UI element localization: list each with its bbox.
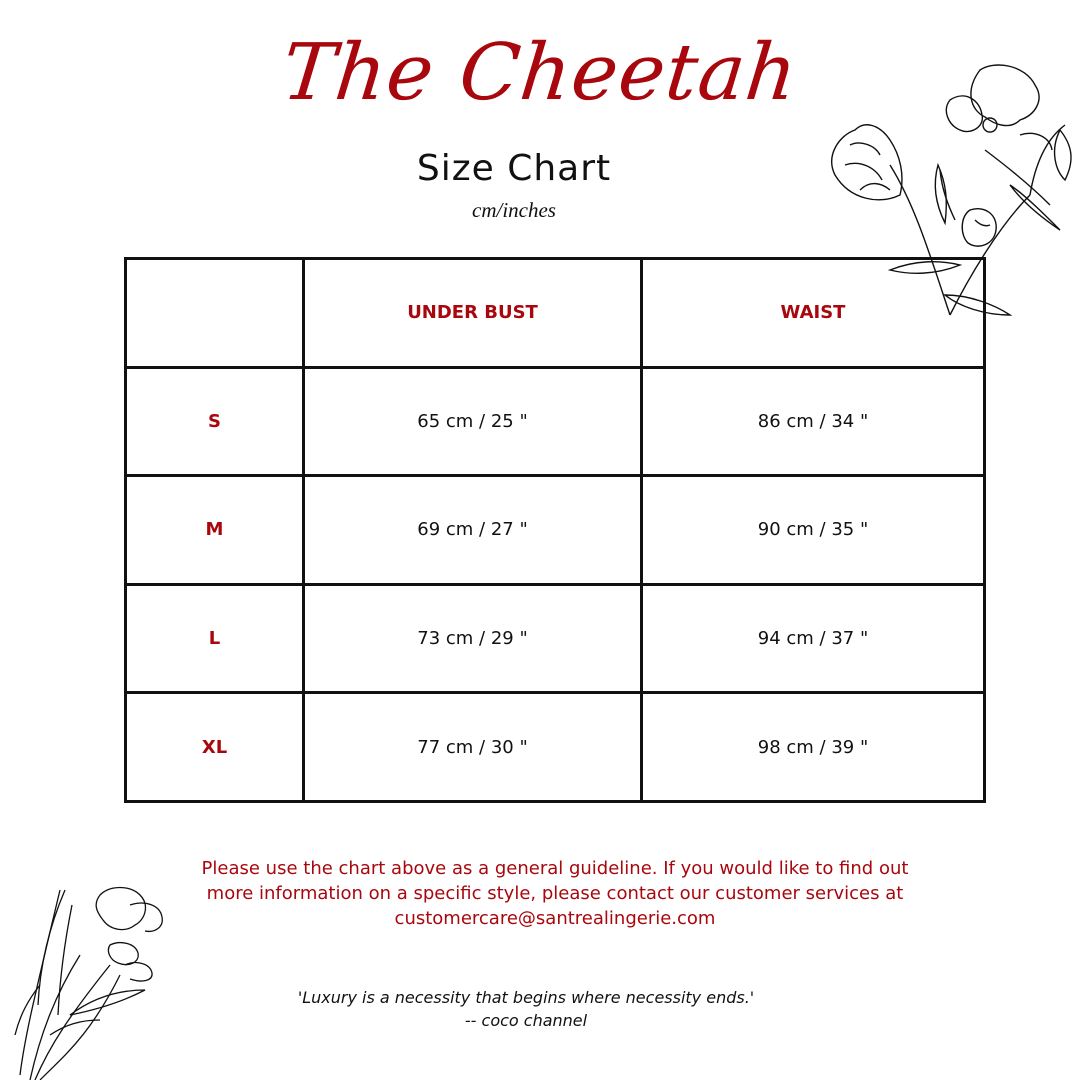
note-line: more information on a specific style, please contact our customer services at xyxy=(206,883,904,904)
under-bust-value: 77 cm / 30 " xyxy=(304,693,642,802)
header-waist: WAIST xyxy=(642,259,985,368)
under-bust-value: 73 cm / 29 " xyxy=(304,584,642,693)
table-row xyxy=(126,584,985,693)
under-bust-value: 65 cm / 25 " xyxy=(304,367,642,476)
quote-text: 'Luxury is a necessity that begins where necessity ends.' xyxy=(297,988,755,1007)
quote-block xyxy=(0,986,1052,1032)
table-row xyxy=(126,693,985,802)
size-label: M xyxy=(126,476,304,585)
table-row xyxy=(126,476,985,585)
table-header-row xyxy=(126,259,985,368)
flower-illustration-bottom-left-icon xyxy=(10,885,170,1080)
waist-value: 98 cm / 39 " xyxy=(642,693,985,802)
guideline-note xyxy=(180,856,930,931)
under-bust-value: 69 cm / 27 " xyxy=(304,476,642,585)
waist-value: 86 cm / 34 " xyxy=(642,367,985,476)
size-chart-table xyxy=(124,257,986,803)
quote-author: -- coco channel xyxy=(464,1011,588,1030)
units-label: cm/inches xyxy=(472,198,556,222)
waist-value: 90 cm / 35 " xyxy=(642,476,985,585)
page-title: The Cheetah xyxy=(277,28,802,118)
table-row xyxy=(126,367,985,476)
waist-value: 94 cm / 37 " xyxy=(642,584,985,693)
page-subtitle: Size Chart xyxy=(416,148,612,189)
header-under-bust: UNDER BUST xyxy=(304,259,642,368)
note-line: Please use the chart above as a general guideline. If you would like to find out xyxy=(201,858,909,879)
header-size xyxy=(126,259,304,368)
size-label: XL xyxy=(126,693,304,802)
size-label: S xyxy=(126,367,304,476)
size-label: L xyxy=(126,584,304,693)
contact-email: customercare@santrealingerie.com xyxy=(394,908,716,929)
